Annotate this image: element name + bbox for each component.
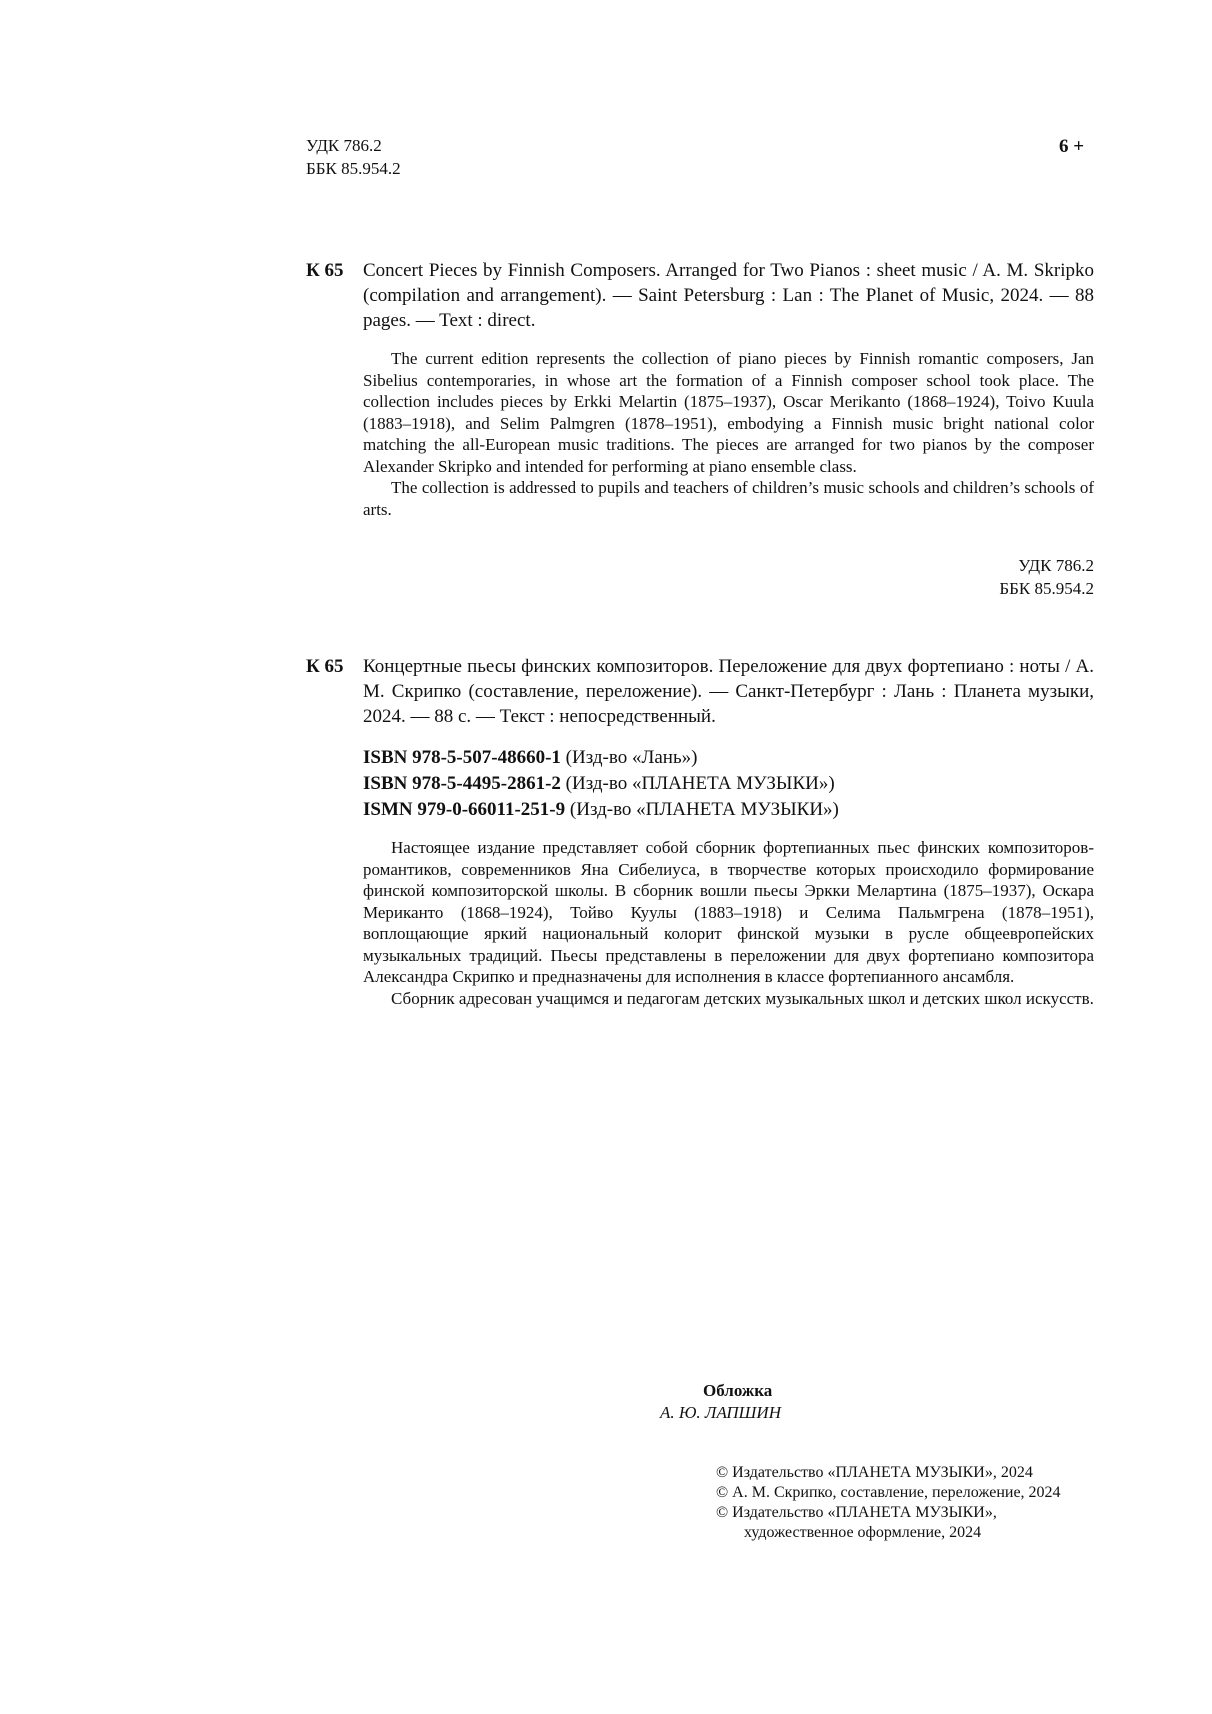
abstract-en [363, 348, 1094, 520]
cover-designer: А. Ю. ЛАПШИН [660, 1403, 781, 1422]
classification-en-udc: УДК 786.2 [1018, 556, 1094, 575]
identifier-number: ISMN 979-0-66011-251-9 [363, 799, 566, 820]
header-classification [306, 134, 401, 180]
copyright-line: художественное оформление, 2024 [744, 1524, 982, 1541]
copyright-line: © А. М. Скрипко, составление, переложение, 2024 [716, 1484, 1061, 1501]
author-sign-code: К 65 [306, 656, 344, 677]
abstract-en-paragraph-1: The current edition represents the collection of piano pieces by Finnish romantic composers, Jan Sibelius contemporaries, in whose art the formation of a Finnish composer school took place. The collection includes pieces by Erkki Melartin (1875–1937), Oscar Merikanto (1868–1924), Toivo Kuula (1883–1918), and Selim Palmgren (1878–1951), embodying a Finnish music bright national color matching the all-European music traditions. The pieces are arranged for two pianos by the composer Alexander Skripko and intended for performing at piano ensemble class. [363, 349, 1094, 476]
abstract-en-paragraph-2: The collection is addressed to pupils and teachers of children’s music schools and children’s schools of arts. [363, 478, 1094, 519]
identifier-row [363, 771, 839, 797]
bibliographic-reference-en: Concert Pieces by Finnish Composers. Arranged for Two Pianos : sheet music / A. M. Skripko (compilation and arrangement). — Saint Petersburg : Lan : The Planet of Music, 2024. — 88 pages. — Text : direct. [363, 260, 1094, 331]
abstract-ru [363, 837, 1094, 1009]
abstract-ru-paragraph-1: Настоящее издание представляет собой сборник фортепианных пьес финских композиторов-романтиков, современников Яна Сибелиуса, в творчестве которых происходило формирование финской композиторской школы. В сборник вошли пьесы Эркки Мелартина (1875–1937), Оскара Мериканто (1868–1924), Тойво Куулы (1883–1918) и Селима Пальмгрена (1878–1951), воплощающие яркий национальный колорит финской музыки в русле общеевропейских музыкальных традиций. Пьесы представлены в переложении для двух фортепиано композитора Александра Скрипко и предназначены для исполнения в классе фортепианного ансамбля. [363, 838, 1094, 986]
catalog-entry-ru [306, 654, 1094, 729]
identifier-publisher: (Изд-во «ПЛАНЕТА МУЗЫКИ») [569, 799, 839, 820]
bibliographic-reference-ru: Концертные пьесы финских композиторов. Переложение для двух фортепиано : ноты / А. М. Скрипко (составление, переложение). — Санкт-Петербург : Лань : Планета музыки, 2024. — 88 с. — Текст : непосредственный. [363, 656, 1094, 727]
identifier-row [363, 797, 839, 823]
identifier-row [363, 745, 839, 771]
identifier-number: ISBN 978-5-4495-2861-2 [363, 773, 561, 794]
cover-credit [660, 1380, 880, 1424]
abstract-ru-paragraph-2: Сборник адресован учащимся и педагогам детских музыкальных школ и детских школ искусств. [391, 988, 1094, 1008]
author-sign-code: К 65 [306, 260, 344, 281]
classification-en-bbk: ББК 85.954.2 [999, 579, 1094, 598]
identifier-publisher: (Изд-во «ПЛАНЕТА МУЗЫКИ») [565, 773, 835, 794]
copyright-line: © Издательство «ПЛАНЕТА МУЗЫКИ», [716, 1504, 997, 1521]
header-bbk: ББК 85.954.2 [306, 159, 401, 178]
identifier-list [363, 745, 839, 823]
copyright-block [716, 1463, 1061, 1543]
classification-en [900, 554, 1094, 600]
catalog-entry-en [306, 258, 1094, 333]
identifier-number: ISBN 978-5-507-48660-1 [363, 747, 561, 768]
age-rating: 6 + [1059, 136, 1085, 157]
copyright-line: © Издательство «ПЛАНЕТА МУЗЫКИ», 2024 [716, 1464, 1033, 1481]
cover-label: Обложка [703, 1381, 773, 1400]
identifier-publisher: (Изд-во «Лань») [565, 747, 698, 768]
header-udc: УДК 786.2 [306, 136, 382, 155]
